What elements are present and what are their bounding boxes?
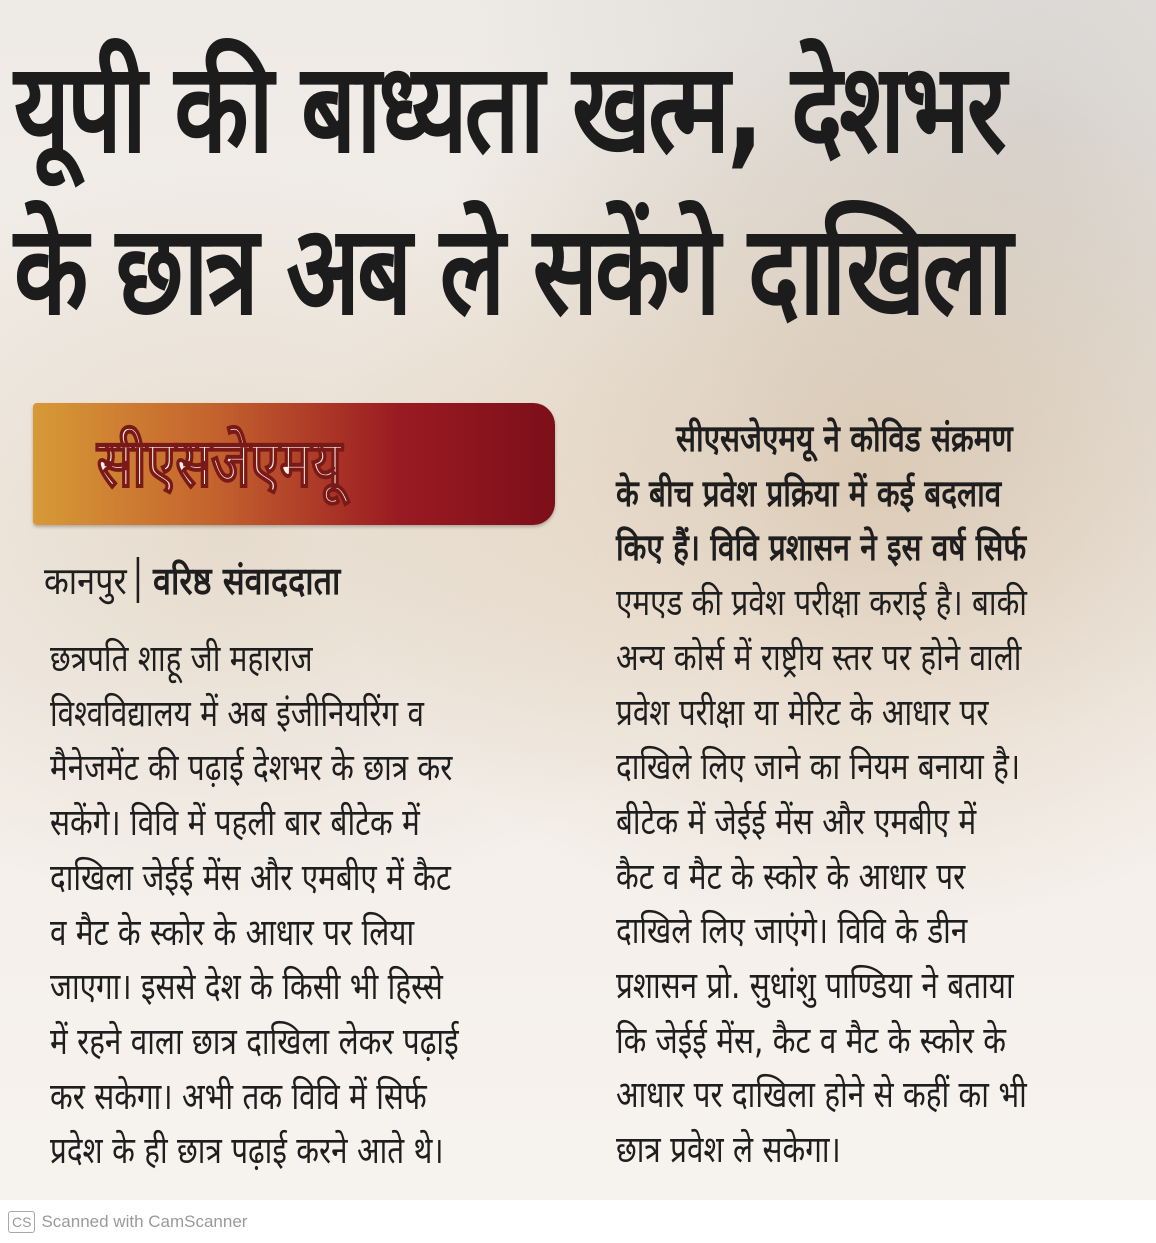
headline-line-1: यूपी की बाध्यता खत्म, देशभर	[14, 37, 1004, 181]
article-line: में रहने वाला छात्र दाखिला लेकर पढ़ाई	[50, 1019, 459, 1063]
article-line: प्रदेश के ही छात्र पढ़ाई करने आते थे।	[50, 1129, 444, 1173]
scanner-watermark-text: Scanned with CamScanner	[41, 1212, 248, 1231]
article-line: प्रशासन प्रो. सुधांशु पाण्डिया ने बताया	[616, 964, 1014, 1008]
article-line: कर सकेगा। अभी तक विवि में सिर्फ	[50, 1074, 427, 1118]
article-line: मैनेजमेंट की पढ़ाई देशभर के छात्र कर	[50, 746, 453, 790]
article-line: कि जेईई मेंस, कैट व मैट के स्कोर के	[616, 1018, 1007, 1062]
article-line: दाखिले लिए जाने का नियम बनाया है।	[616, 745, 1021, 789]
article-line: किए हैं। विवि प्रशासन ने इस वर्ष सिर्फ	[616, 526, 1027, 570]
article-line: सकेंगे। विवि में पहली बार बीटेक में	[50, 801, 420, 845]
dateline-author: वरिष्ठ संवाददाता	[153, 559, 341, 603]
article-line: के बीच प्रवेश प्रक्रिया में कई बदलाव	[616, 471, 1002, 515]
article-line: आधार पर दाखिला होने से कहीं का भी	[616, 1073, 1027, 1117]
headline	[14, 28, 1010, 352]
article-line: छत्रपति शाहू जी महाराज	[50, 637, 313, 680]
scanner-watermark	[8, 1210, 247, 1234]
article-line: जाएगा। इससे देश के किसी भी हिस्से	[50, 965, 443, 1009]
article-line: अन्य कोर्स में राष्ट्रीय स्तर पर होने वाली	[616, 635, 1022, 679]
article-line: व मैट के स्कोर के आधार पर लिया	[50, 910, 415, 954]
section-tag-label: सीएसजेएमयू	[97, 425, 342, 502]
article-line: बीटेक में जेईई मेंस और एमबीए में	[616, 799, 977, 843]
camscanner-logo-icon: CS	[8, 1211, 35, 1233]
headline-line-2: के छात्र अब ले सकेंगे दाखिला	[14, 199, 1010, 343]
article-left-column	[50, 632, 459, 1179]
article-line: सीएसजेएमयू ने कोविड संक्रमण	[676, 417, 1013, 460]
article-line: दाखिले लिए जाएंगे। विवि के डीन	[616, 909, 968, 953]
article-right-column	[616, 412, 1027, 1178]
dateline-city: कानपुर	[44, 559, 127, 603]
article-line: एमएड की प्रवेश परीक्षा कराई है। बाकी	[616, 581, 1027, 625]
article-line: छात्र प्रवेश ले सकेगा।	[616, 1128, 841, 1172]
dateline	[44, 550, 340, 612]
article-line: दाखिला जेईई मेंस और एमबीए में कैट	[50, 855, 451, 899]
article-line: प्रवेश परीक्षा या मेरिट के आधार पर	[616, 690, 989, 734]
dateline-separator	[137, 557, 140, 603]
article-line: कैट व मैट के स्कोर के आधार पर	[616, 854, 966, 898]
article-line: विश्वविद्यालय में अब इंजीनियरिंग व	[50, 691, 425, 735]
